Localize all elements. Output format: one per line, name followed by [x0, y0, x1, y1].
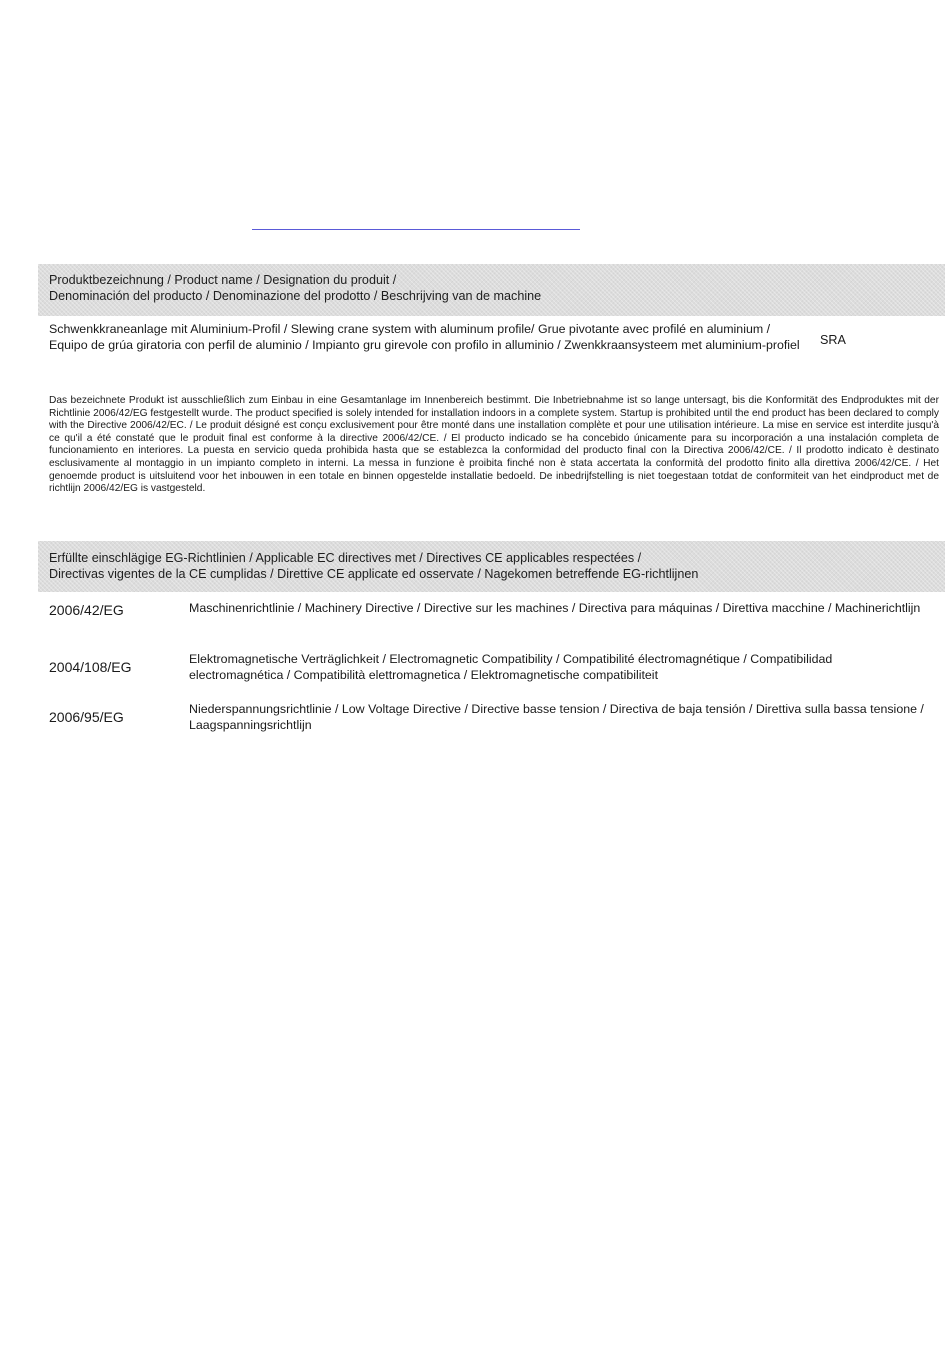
installation-notice: Das bezeichnete Produkt ist ausschließlich zum Einbau in eine Gesamtanlage im Innenbereich bestimmt. Die Inbetriebnahme ist so lange untersagt, bis die Konformität des Endproduktes mit der Richtlinie 2006/42/EG festgestellt wurde. The product specified is solely intended for installation indoors in a complete system. Startup is prohibited until the end product has been declared to comply with the Directive 2006/42/EC. / Le produit désigné est conçu exclusivement pour être monté dans une installation complète et pour une utilisation intérieure. La mise en service est interdite jusqu'à ce qu'il a été constaté que le produit final est conforme à la directive 2006/42/CE. / El producto indicado se ha concebido únicamente para su incorporación a una instalación completa de funcionamiento en interiores. La puesta en servicio queda prohibida hasta que se establezca la conformidad del producto final con la Directiva 2006/42/CE. / Il prodotto indicato è destinato esclusivamente al montaggio in un impianto completo in interni. La messa in funzione è proibita finché non è stata accertata la conformità del prodotto finito alla direttiva 2006/42/CE. / Het genoemde product is uitsluitend voor het inbouwen in een totale en binnen opgestelde installatie bedoeld. De inbedrijfstelling is niet toegestaan totdat de conformiteit van het eindproduct met de richtlijn 2006/42/EG is vastgesteld.	[49, 395, 939, 495]
blue-divider-line	[252, 229, 580, 230]
directive-description: Niederspannungsrichtlinie / Low Voltage Directive / Directive basse tension / Directiva de baja tensión / Direttiva sulla bassa tensione / Laagspanningsrichtlijn	[189, 702, 924, 732]
directive-code: 2006/95/EG	[49, 709, 124, 725]
directives-heading-band	[38, 541, 945, 592]
product-description: Schwenkkraneanlage mit Aluminium-Profil / Slewing crane system with aluminum profile/ Grue pivotante avec profilé en aluminium / Equipo de grúa giratoria con perfil de aluminio / Impianto gru girevole con profilo in alluminio / Zwenkkraansysteem met aluminium-profiel	[49, 322, 800, 352]
directive-code: 2006/42/EG	[49, 602, 124, 618]
product-name-heading-line-1: Produktbezeichnung / Product name / Designation du produit /	[49, 273, 397, 287]
product-name-heading-band	[38, 264, 945, 316]
directives-heading-line-2: Directivas vigentes de la CE cumplidas / Direttive CE applicate ed osservate / Nagekomen betreffende EG-richtlijnen	[49, 567, 699, 581]
product-code: SRA	[820, 333, 846, 347]
product-name-heading-line-2: Denominación del producto / Denominazione del prodotto / Beschrijving van de machine	[49, 289, 542, 303]
directive-description: Elektromagnetische Verträglichkeit / Electromagnetic Compatibility / Compatibilité électromagnétique / Compatibilidad electromagnética / Compatibilità elettromagnetica / Elektromagnetische compatibiliteit	[189, 652, 833, 682]
directive-code: 2004/108/EG	[49, 659, 132, 675]
directive-description: Maschinenrichtlinie / Machinery Directive / Directive sur les machines / Directiva para máquinas / Direttiva macchine / Machinerichtlijn	[189, 601, 921, 615]
directives-heading-line-1: Erfüllte einschlägige EG-Richtlinien / Applicable EC directives met / Directives CE applicables respectées /	[49, 551, 642, 565]
